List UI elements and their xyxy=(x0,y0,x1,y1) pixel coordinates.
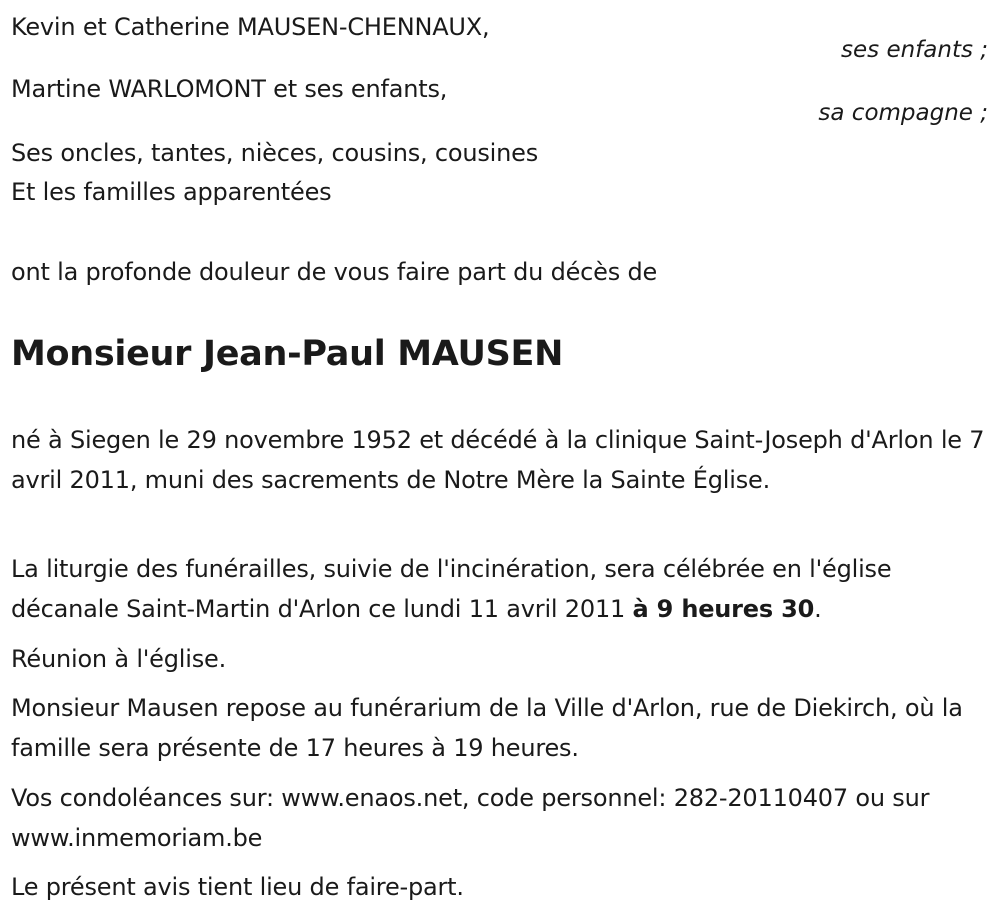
birth-death-paragraph: né à Siegen le 29 novembre 1952 et décédé à la clinique Saint-Joseph d'Arlon le 7 avril 2011, muni des sacrements de Notre Mère la Sainte Église. xyxy=(11,426,985,494)
partner-role: sa compagne ; xyxy=(818,100,988,126)
condolences-paragraph: Vos condoléances sur: www.enaos.net, code personnel: 282-20110407 ou sur www.inmemoriam.be xyxy=(11,784,930,852)
liturgy-time: à 9 heures 30 xyxy=(632,595,815,623)
partner-names: Martine WARLOMONT et ses enfants, xyxy=(11,75,448,103)
viewing-paragraph: Monsieur Mausen repose au funérarium de la Ville d'Arlon, rue de Diekirch, où la famille sera présente de 17 heures à 19 heures. xyxy=(11,694,963,762)
notice-paragraph: Le présent avis tient lieu de faire-part. xyxy=(11,873,464,901)
liturgy-paragraph xyxy=(11,549,996,629)
relatives-line-1: Ses oncles, tantes, nièces, cousins, cousines xyxy=(11,139,539,167)
relatives-line-2: Et les familles apparentées xyxy=(11,178,332,206)
children-names: Kevin et Catherine MAUSEN-CHENNAUX, xyxy=(11,13,490,41)
liturgy-end: . xyxy=(814,595,822,623)
children-role: ses enfants ; xyxy=(841,37,988,63)
deceased-name: Monsieur Jean-Paul MAUSEN xyxy=(11,334,564,374)
liturgy-text: La liturgie des funérailles, suivie de l'incinération, sera célébrée en l'église décanale Saint-Martin d'Arlon ce lundi 11 avril 2011 xyxy=(11,555,892,623)
meeting-paragraph: Réunion à l'église. xyxy=(11,645,227,673)
announcement-intro: ont la profonde douleur de vous faire part du décès de xyxy=(11,258,658,286)
